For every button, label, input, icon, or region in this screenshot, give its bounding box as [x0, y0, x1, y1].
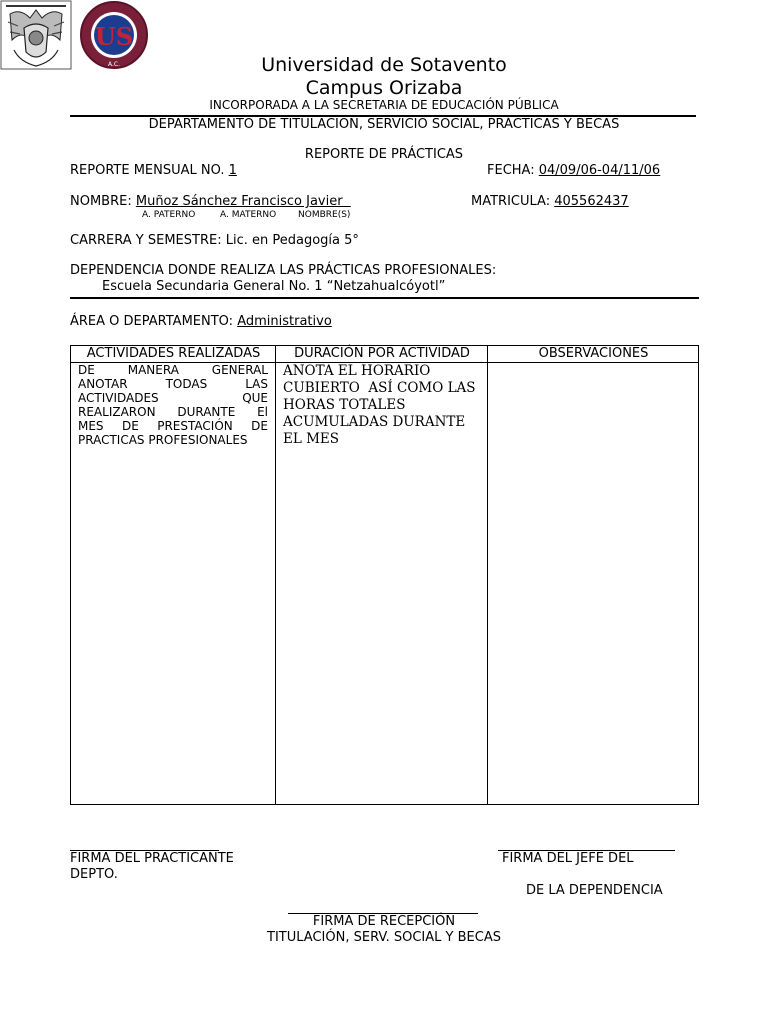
- career-label: CARRERA Y SEMESTRE:: [70, 233, 222, 248]
- activities-cell[interactable]: [78, 363, 268, 447]
- dependency-value: Escuela Secundaria General No. 1 “Netzahualcóyotl”: [102, 279, 446, 294]
- dependency-divider: [70, 297, 699, 299]
- name-sub-paterno: A. PATERNO: [142, 210, 196, 220]
- duration-line: ANOTA EL HORARIO: [283, 363, 431, 379]
- practicante-signature-label: FIRMA DEL PRACTICANTE: [70, 851, 234, 866]
- duration-cell[interactable]: [283, 363, 483, 448]
- activities-line: ACTIVIDADES QUE: [78, 391, 268, 405]
- matricula-field: [471, 194, 629, 209]
- name-value: Muñoz Sánchez Francisco Javier: [135, 194, 351, 209]
- name-label: NOMBRE:: [70, 194, 132, 209]
- area-label: ÁREA O DEPARTAMENTO:: [70, 314, 234, 329]
- career-value: Lic. en Pedagogía 5°: [225, 233, 359, 248]
- sotavento-monogram: US: [95, 22, 134, 51]
- career-field: [70, 233, 359, 248]
- duration-line: EL MES: [283, 431, 340, 447]
- report-title: REPORTE DE PRÁCTICAS: [304, 147, 464, 162]
- university-name: Universidad de Sotavento: [261, 54, 507, 76]
- date-label: FECHA:: [487, 163, 535, 178]
- duration-line: ACUMULADAS DURANTE: [283, 414, 466, 430]
- dependency-label: DEPENDENCIA DONDE REALIZA LAS PRÁCTICAS PROFESIONALES:: [70, 263, 497, 278]
- recepcion-signature-label: FIRMA DE RECEPCIÓN: [312, 914, 456, 929]
- jefe-signature-label: FIRMA DEL JEFE DEL: [502, 851, 634, 866]
- incorporation-note: INCORPORADA A LA SECRETARIA DE EDUCACIÓN PÚBLICA: [209, 98, 559, 112]
- activities-line: MES DE PRESTACIÓN DE: [78, 419, 268, 433]
- titulacion-label: TITULACIÓN, SERV. SOCIAL Y BECAS: [267, 930, 501, 945]
- activities-line: REALIZARON DURANTE El: [78, 405, 268, 419]
- activities-line: DE MANERA GENERAL: [78, 363, 268, 377]
- header-activities: ACTIVIDADES REALIZADAS: [86, 346, 261, 361]
- dependencia-label: DE LA DEPENDENCIA: [526, 883, 663, 898]
- campus-name: Campus Orizaba: [305, 77, 463, 99]
- date-value: 04/09/06-04/11/06: [538, 163, 661, 178]
- activities-line: PRACTICAS PROFESIONALES: [78, 433, 248, 447]
- matricula-value: 405562437: [554, 194, 629, 209]
- header-duration: DURACIÓN POR ACTIVIDAD: [294, 346, 470, 361]
- monthly-report-label: REPORTE MENSUAL NO.: [70, 163, 225, 178]
- area-field: [70, 314, 332, 329]
- sotavento-suffix: A.C.: [108, 61, 121, 68]
- monthly-report-number: 1: [228, 163, 237, 178]
- name-sub-nombre: NOMBRE(S): [298, 210, 351, 220]
- matricula-label: MATRICULA:: [471, 194, 551, 209]
- duration-line: CUBIERTO ASÍ COMO LAS: [283, 380, 476, 396]
- name-field: [70, 194, 351, 209]
- name-sub-materno: A. MATERNO: [220, 210, 277, 220]
- header-observations: OBSERVACIONES: [538, 346, 649, 361]
- activities-line: ANOTAR TODAS LAS: [78, 377, 268, 391]
- activities-table: [70, 345, 699, 805]
- duration-line: HORAS TOTALES: [283, 397, 406, 413]
- area-value: Administrativo: [237, 314, 332, 329]
- depto-label: DEPTO.: [70, 867, 118, 882]
- date-field: [487, 163, 660, 178]
- monthly-report-field: [70, 163, 237, 178]
- department-name: DEPARTAMENTO DE TITULACIÓN, SERVICIO SOCIAL, PRÁCTICAS Y BECAS: [148, 117, 620, 132]
